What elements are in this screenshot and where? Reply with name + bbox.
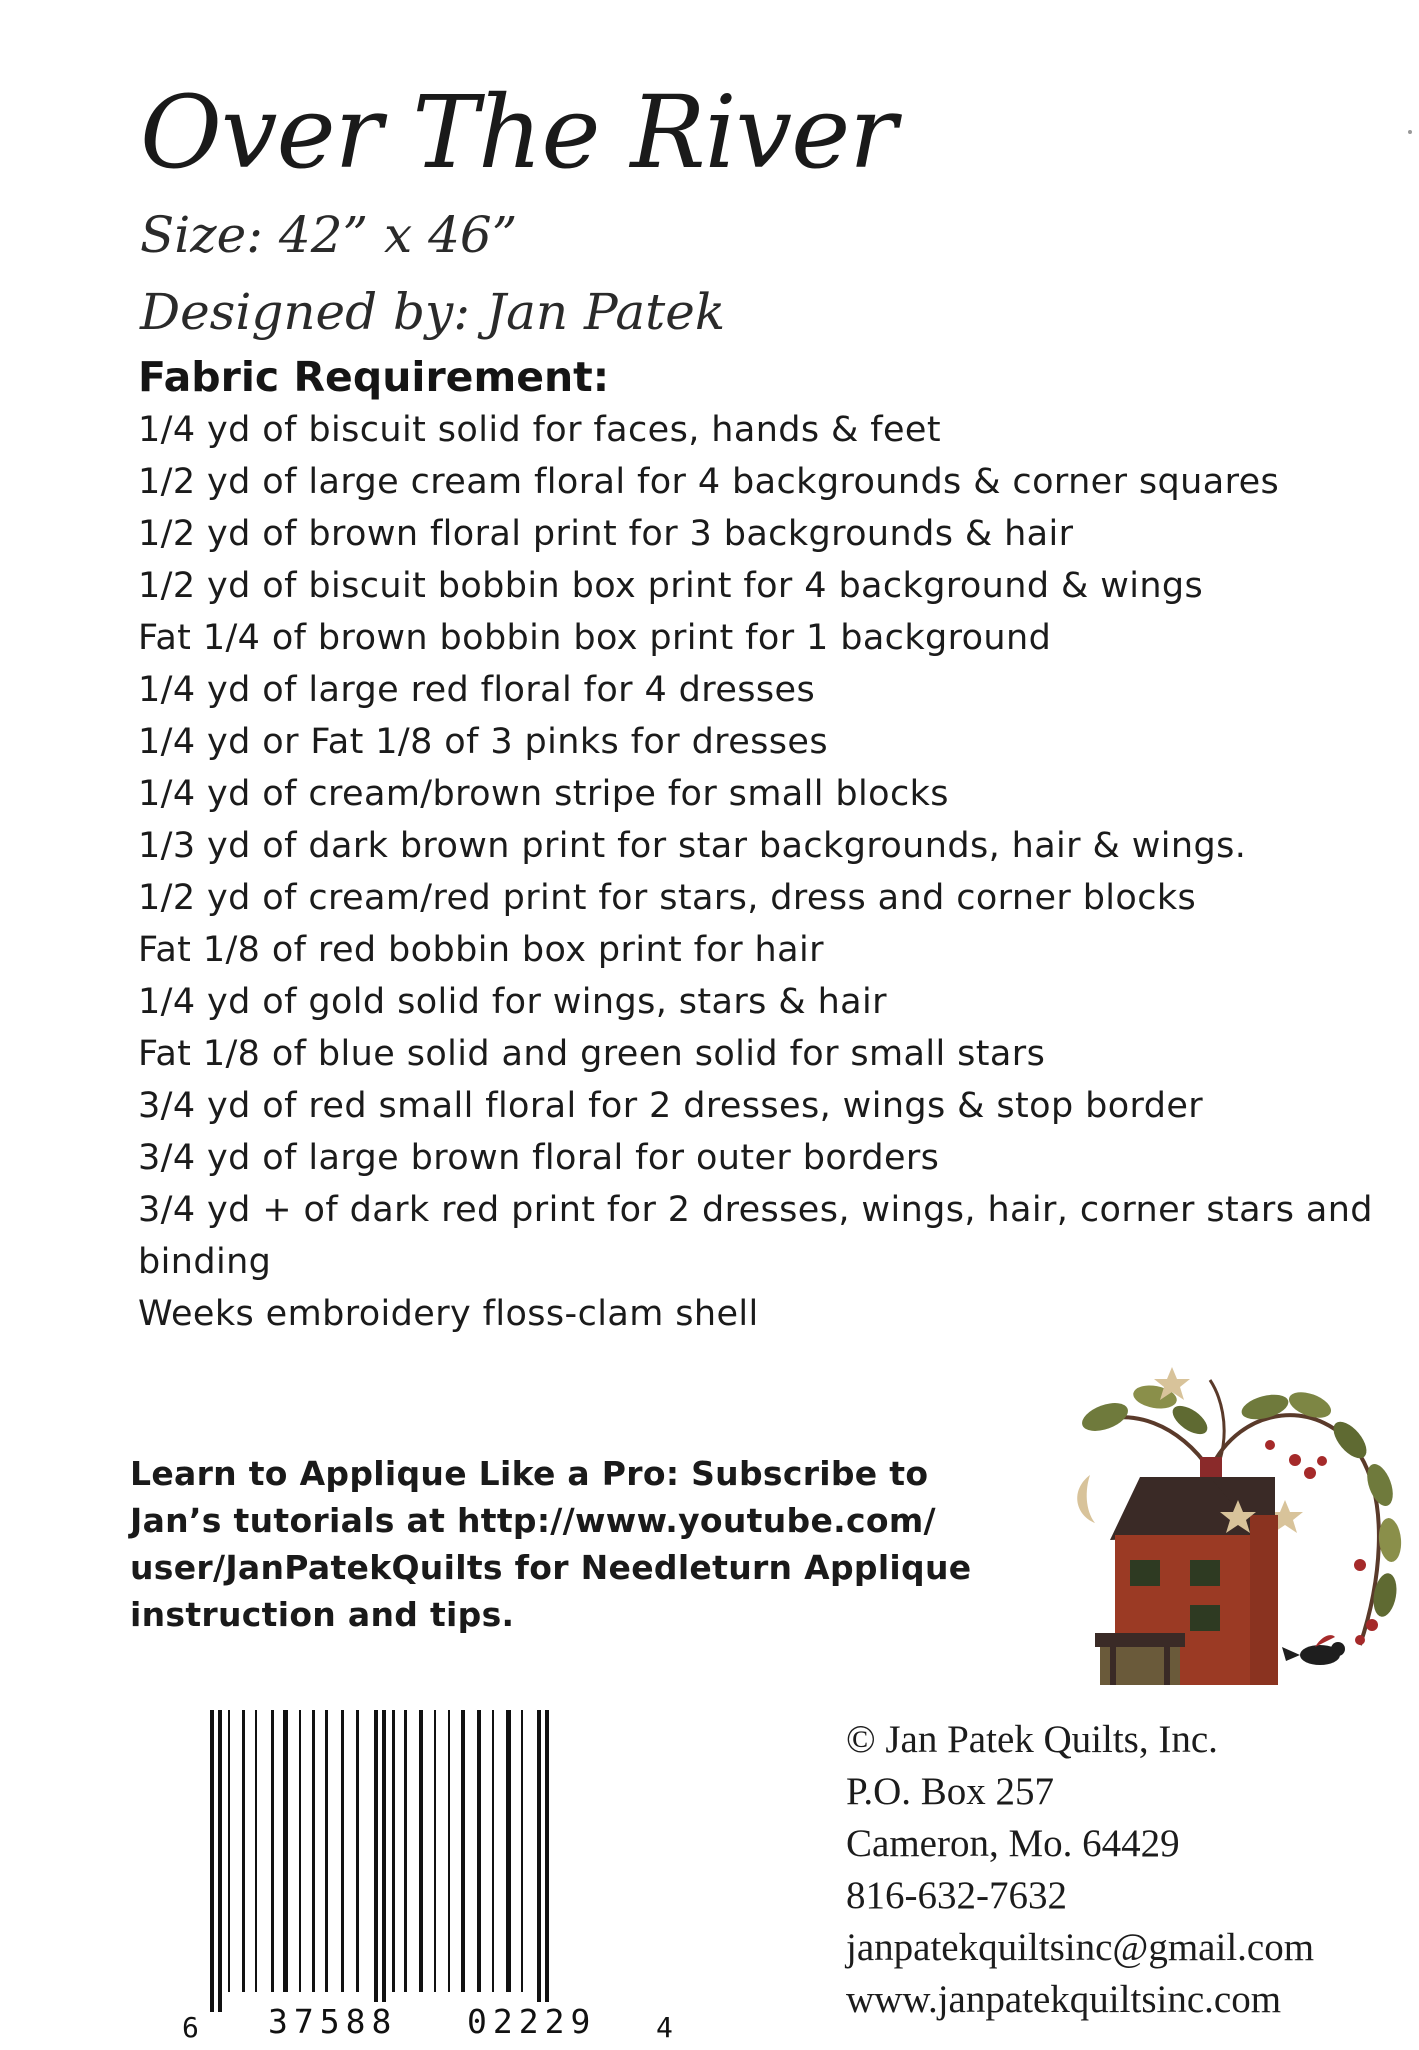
city-line: Cameron, Mo. 64429 bbox=[846, 1822, 1180, 1865]
fabric-item: 3/4 yd of red small floral for 2 dresses, wings & stop border bbox=[138, 1086, 1204, 1126]
fabric-item: 1/2 yd of brown floral print for 3 backgrounds & hair bbox=[138, 514, 1074, 554]
barcode-bar bbox=[374, 1710, 378, 2012]
note-line: user/JanPatekQuilts for Needleturn Applique bbox=[130, 1548, 972, 1587]
barcode-bar bbox=[434, 1710, 436, 1992]
house-applique-illustration bbox=[1060, 1365, 1419, 1695]
barcode-left-digits: 37588 bbox=[268, 2002, 398, 2041]
barcode-bar bbox=[392, 1710, 395, 1992]
barcode-bar bbox=[325, 1710, 328, 1992]
fabric-item: 1/2 yd of cream/red print for stars, dress and corner blocks bbox=[138, 878, 1197, 918]
website-url: www.janpatekquiltsinc.com bbox=[846, 1978, 1282, 2021]
email-address: janpatekquiltsinc@gmail.com bbox=[846, 1926, 1315, 1969]
barcode-bars bbox=[210, 1710, 680, 2012]
phone-number: 816-632-7632 bbox=[846, 1874, 1067, 1917]
house-icon bbox=[1095, 1457, 1278, 1685]
barcode-bar bbox=[477, 1710, 481, 1992]
barcode-bar bbox=[242, 1710, 245, 1992]
barcode-bar bbox=[210, 1710, 214, 2012]
barcode-bar bbox=[356, 1710, 359, 1992]
moon-icon bbox=[1077, 1475, 1095, 1523]
note-line: Jan’s tutorials at http://www.youtube.com/ bbox=[130, 1501, 936, 1540]
applique-tutorial-note bbox=[130, 1450, 1030, 1638]
barcode-bar bbox=[299, 1710, 301, 1992]
fabric-requirement-list bbox=[138, 404, 1388, 1340]
upc-barcode bbox=[160, 1710, 720, 2050]
barcode-bar bbox=[537, 1710, 541, 2012]
fabric-item: Fat 1/8 of red bobbin box print for hair bbox=[138, 930, 824, 970]
fabric-item: 1/3 yd of dark brown print for star backgrounds, hair & wings. bbox=[138, 826, 1247, 866]
barcode-bar bbox=[404, 1710, 407, 1992]
fabric-item: Fat 1/8 of blue solid and green solid for small stars bbox=[138, 1034, 1046, 1074]
note-line: Learn to Applique Like a Pro: Subscribe to bbox=[130, 1454, 929, 1493]
fabric-item: Fat 1/4 of brown bobbin box print for 1 background bbox=[138, 618, 1052, 658]
barcode-bar bbox=[506, 1710, 511, 1992]
quilt-size: Size: 42” x 46” bbox=[140, 206, 518, 264]
barcode-bar bbox=[271, 1710, 274, 1992]
barcode-bar bbox=[228, 1710, 230, 1992]
barcode-bar bbox=[545, 1710, 549, 2012]
fabric-item: 1/2 yd of large cream floral for 4 backgrounds & corner squares bbox=[138, 462, 1280, 502]
designer-credit: Designed by: Jan Patek bbox=[140, 283, 726, 341]
fabric-item: 1/2 yd of biscuit bobbin box print for 4 background & wings bbox=[138, 566, 1204, 606]
fabric-item: Weeks embroidery floss-clam shell bbox=[138, 1294, 759, 1334]
barcode-bar bbox=[382, 1710, 386, 2012]
po-box-line: P.O. Box 257 bbox=[846, 1770, 1055, 1813]
barcode-bar bbox=[255, 1710, 257, 1992]
barcode-check-digit: 4 bbox=[656, 2011, 673, 2044]
barcode-bar bbox=[419, 1710, 423, 1992]
barcode-right-digits: 02229 bbox=[467, 2002, 597, 2041]
fabric-item: 1/4 yd of biscuit solid for faces, hands & feet bbox=[138, 410, 941, 450]
barcode-bar bbox=[218, 1710, 222, 2012]
barcode-bar bbox=[283, 1710, 288, 1992]
fabric-requirement-heading: Fabric Requirement: bbox=[138, 353, 610, 401]
fabric-item: 1/4 yd of cream/brown stripe for small blocks bbox=[138, 774, 949, 814]
barcode-bar bbox=[341, 1710, 344, 1992]
barcode-bar bbox=[448, 1710, 450, 1992]
barcode-bar bbox=[312, 1710, 315, 1992]
barcode-bar bbox=[521, 1710, 523, 1992]
fabric-item: 3/4 yd + of dark red print for 2 dresses, wings, hair, corner stars and binding bbox=[138, 1190, 1373, 1282]
fabric-item: 1/4 yd of large red floral for 4 dresses bbox=[138, 670, 816, 710]
note-line: instruction and tips. bbox=[130, 1595, 515, 1634]
copyright-line: © Jan Patek Quilts, Inc. bbox=[846, 1718, 1218, 1761]
publisher-contact-block bbox=[846, 1714, 1406, 2026]
scan-mark bbox=[1408, 130, 1412, 134]
fabric-item: 1/4 yd or Fat 1/8 of 3 pinks for dresses bbox=[138, 722, 828, 762]
barcode-bar bbox=[461, 1710, 465, 1992]
barcode-lead-digit: 6 bbox=[182, 2011, 199, 2044]
crow-icon bbox=[1282, 1635, 1345, 1665]
fabric-item: 3/4 yd of large brown floral for outer borders bbox=[138, 1138, 940, 1178]
barcode-bar bbox=[492, 1710, 494, 1992]
pattern-title: Over The River bbox=[140, 74, 897, 191]
fabric-item: 1/4 yd of gold solid for wings, stars & hair bbox=[138, 982, 887, 1022]
